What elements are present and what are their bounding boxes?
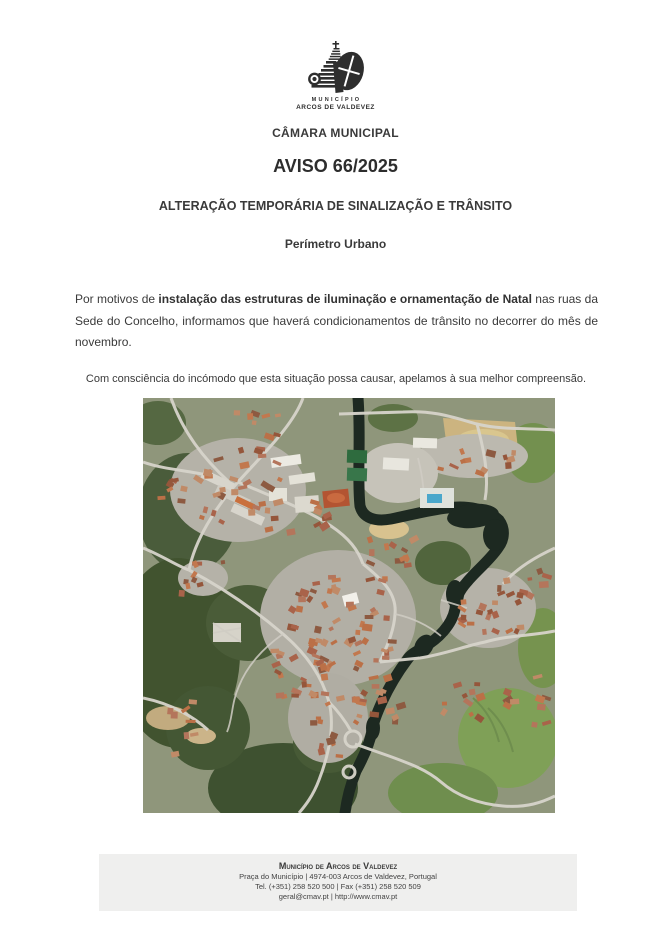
p1-bold: instalação das estruturas de iluminação e ornamentação de Natal bbox=[158, 292, 532, 306]
municipality-logo bbox=[0, 40, 671, 111]
notice-title: AVISO 66/2025 bbox=[273, 156, 398, 176]
p1-prefix: Por motivos de bbox=[75, 292, 159, 306]
org-name: CÂMARA MUNICIPAL bbox=[272, 126, 399, 140]
aerial-map-svg bbox=[143, 398, 555, 813]
notice-scope: Perímetro Urbano bbox=[284, 237, 387, 251]
body-paragraph-2: Com consciência do incómodo que esta situação possa causar, apelamos à sua melhor compreensão. bbox=[85, 373, 587, 385]
body-paragraph-1 bbox=[75, 289, 598, 354]
p1-suffix: nas ruas da Sede do Concelho, informamos que haverá condicionamentos de trânsito no decorrer do mês de novembro. bbox=[75, 292, 598, 349]
footer-bar bbox=[99, 854, 577, 911]
notice-subtitle: ALTERAÇÃO TEMPORÁRIA DE SINALIZAÇÃO E TRÂNSITO bbox=[158, 199, 513, 213]
logo-text-municipio: MUNICÍPIO bbox=[311, 97, 362, 103]
aerial-map-image bbox=[143, 398, 555, 813]
footer-web: geral@cmav.pt | http://www.cmav.pt bbox=[278, 892, 398, 901]
municipality-emblem-icon bbox=[302, 40, 370, 94]
logo-text-arcos: ARCOS DE VALDEVEZ bbox=[296, 104, 375, 111]
footer-phones: Tel. (+351) 258 520 500 | Fax (+351) 258 520 509 bbox=[255, 882, 421, 891]
footer-address: Praça do Município | 4974-003 Arcos de Valdevez, Portugal bbox=[239, 872, 437, 881]
footer-org: Município de Arcos de Valdevez bbox=[278, 861, 398, 871]
